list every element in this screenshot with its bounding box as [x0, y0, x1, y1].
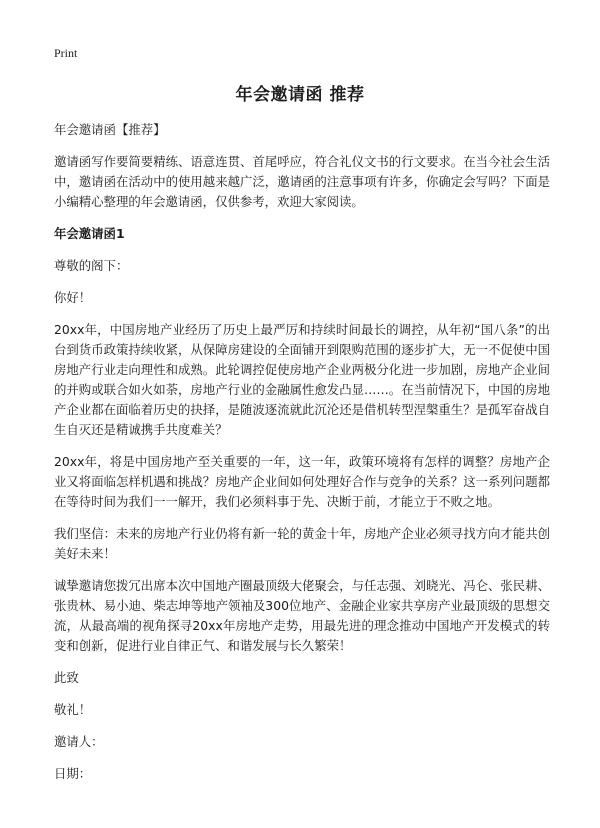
page-title: 年会邀请函 推荐	[235, 85, 365, 105]
body-paragraph-1: 20xx年，中国房地产业经历了历史上最严厉和持续时间最长的调控，从年初“国八条”的出台到货币政策持续收紧，从保障房建设的全面铺开到限购范围的逐步扩大，无一不促使中国房地产行业走向理性和成熟。此轮调控促使房地产企业两极分化进一步加剧，房地产企业间的并购或联合如火如荼，房地产行业的金融属性愈发凸显……。在当前情况下，中国的房地产企业都在面临着历史的抉择，是随波逐流就此沉沦还是借机转型涅槃重生？是孤军奋战自生自灭还是精诚携手共度难关？	[54, 322, 550, 437]
document-body	[54, 120, 550, 796]
date-label: 日期：	[54, 766, 92, 781]
salutation: 尊敬的阁下：	[54, 258, 129, 273]
closing-line-1: 此致	[54, 670, 79, 685]
print-link[interactable]: Print	[54, 46, 78, 60]
intro-paragraph: 邀请函写作要简要精练、语意连贯、首尾呼应，符合礼仪文书的行文要求。在当今社会生活中，邀请函在活动中的使用越来越广泛，邀请函的注意事项有许多，你确定会写吗？下面是小编精心整理的年会邀请函，仅供参考，欢迎大家阅读。	[54, 154, 550, 209]
document-subtitle: 年会邀请函【推荐】	[54, 122, 166, 137]
closing-line-2: 敬礼！	[54, 702, 92, 717]
body-paragraph-3: 我们坚信：未来的房地产行业仍将有新一轮的黄金十年，房地产企业必须寻找方向才能共创美好未来！	[54, 526, 550, 561]
inviter-label: 邀请人：	[54, 734, 104, 749]
section-heading: 年会邀请函1	[54, 226, 125, 241]
body-paragraph-2: 20xx年，将是中国房地产至关重要的一年，这一年，政策环境将有怎样的调整？房地产企业又将面临怎样机遇和挑战？房地产企业间如何处理好合作与竞争的关系？这一系列问题都在等待时间为我们一一解开，我们必须料事于先、决断于前，才能立于不败之地。	[54, 454, 550, 509]
greeting: 你好！	[54, 290, 92, 305]
body-paragraph-4: 诚挚邀请您拨冗出席本次中国地产圈最顶级大佬聚会，与任志强、刘晓光、冯仑、张民耕、张贵林、易小迪、柴志坤等地产领袖及300位地产、金融企业家共享房产业最顶级的思想交流，从最高端的视角探寻20xx年房地产走势，用最先进的理念推动中国地产开发模式的转变和创新，促进行业自律正气、和谐发展与长久繁荣！	[54, 578, 550, 653]
